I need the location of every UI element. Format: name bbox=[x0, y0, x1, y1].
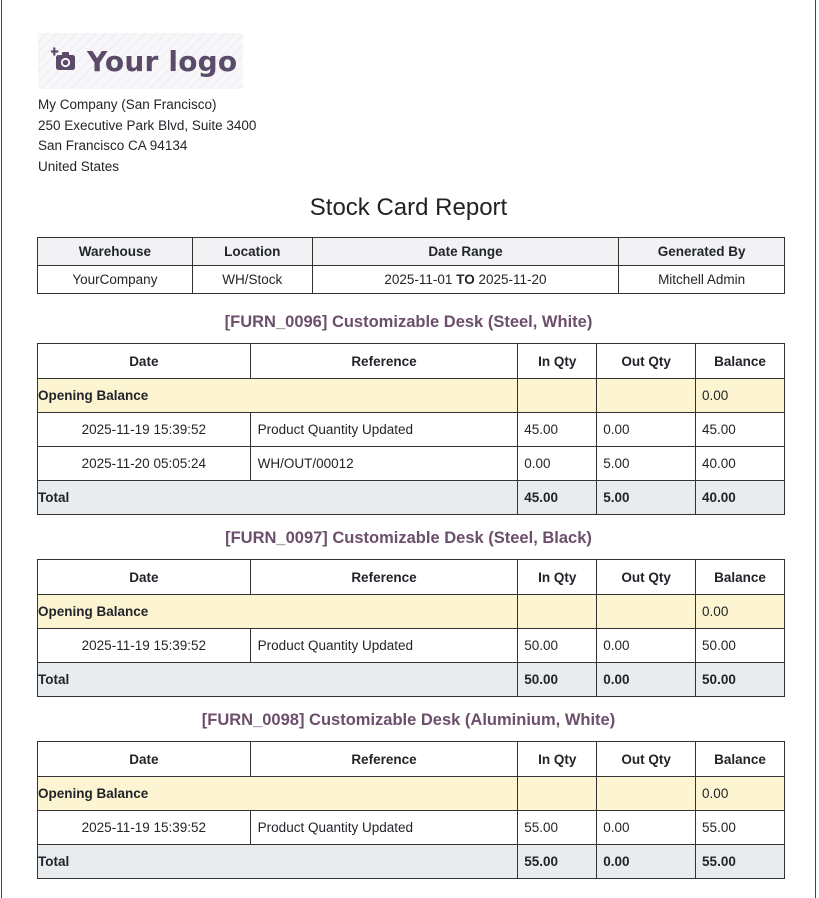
product-title: [FURN_0097] Customizable Desk (Steel, Black) bbox=[225, 529, 592, 547]
generated-by-value: Mitchell Admin bbox=[619, 266, 785, 294]
total-balance: 40.00 bbox=[696, 481, 785, 515]
total-row bbox=[38, 845, 785, 879]
move-out-qty: 0.00 bbox=[597, 811, 696, 845]
date-from: 2025-11-01 bbox=[384, 272, 453, 287]
move-out-qty: 5.00 bbox=[597, 447, 696, 481]
empty-cell bbox=[518, 777, 597, 811]
location-header: Location bbox=[192, 238, 312, 266]
out-qty-column-header: Out Qty bbox=[597, 344, 696, 379]
move-balance: 55.00 bbox=[696, 811, 785, 845]
warehouse-header: Warehouse bbox=[38, 238, 193, 266]
total-row bbox=[38, 663, 785, 697]
location-value: WH/Stock bbox=[192, 266, 312, 294]
reference-column-header: Reference bbox=[250, 344, 518, 379]
empty-cell bbox=[518, 595, 597, 629]
opening-balance-value: 0.00 bbox=[696, 595, 785, 629]
date-column-header: Date bbox=[38, 560, 251, 595]
logo-text: Your logo bbox=[87, 44, 238, 78]
total-balance: 55.00 bbox=[696, 845, 785, 879]
table-row bbox=[38, 413, 785, 447]
move-in-qty: 55.00 bbox=[518, 811, 597, 845]
empty-cell bbox=[597, 595, 696, 629]
product-title: [FURN_0098] Customizable Desk (Aluminium, White) bbox=[201, 711, 616, 729]
move-in-qty: 50.00 bbox=[518, 629, 597, 663]
move-date: 2025-11-20 05:05:24 bbox=[38, 447, 251, 481]
in-qty-column-header: In Qty bbox=[518, 742, 597, 777]
opening-balance-label: Opening Balance bbox=[38, 595, 518, 629]
table-row bbox=[38, 811, 785, 845]
opening-balance-value: 0.00 bbox=[696, 379, 785, 413]
warehouse-value: YourCompany bbox=[38, 266, 193, 294]
move-reference: Product Quantity Updated bbox=[250, 413, 518, 447]
table-header-row bbox=[38, 344, 785, 379]
move-balance: 40.00 bbox=[696, 447, 785, 481]
reference-column-header: Reference bbox=[250, 560, 518, 595]
total-out-qty: 0.00 bbox=[597, 845, 696, 879]
stock-moves-table bbox=[37, 559, 785, 697]
empty-cell bbox=[597, 777, 696, 811]
total-in-qty: 50.00 bbox=[518, 663, 597, 697]
move-in-qty: 45.00 bbox=[518, 413, 597, 447]
move-balance: 45.00 bbox=[696, 413, 785, 447]
opening-balance-row bbox=[38, 777, 785, 811]
report-title: Stock Card Report bbox=[309, 194, 508, 221]
move-reference: Product Quantity Updated bbox=[250, 811, 518, 845]
company-logo bbox=[38, 33, 243, 89]
total-in-qty: 55.00 bbox=[518, 845, 597, 879]
address-line: San Francisco CA 94134 bbox=[38, 138, 188, 154]
move-reference: Product Quantity Updated bbox=[250, 629, 518, 663]
opening-balance-value: 0.00 bbox=[696, 777, 785, 811]
move-out-qty: 0.00 bbox=[597, 629, 696, 663]
balance-column-header: Balance bbox=[696, 344, 785, 379]
move-date: 2025-11-19 15:39:52 bbox=[38, 629, 251, 663]
total-label: Total bbox=[38, 845, 518, 879]
in-qty-column-header: In Qty bbox=[518, 344, 597, 379]
date-column-header: Date bbox=[38, 742, 251, 777]
opening-balance-label: Opening Balance bbox=[38, 379, 518, 413]
move-balance: 50.00 bbox=[696, 629, 785, 663]
move-date: 2025-11-19 15:39:52 bbox=[38, 413, 251, 447]
report-info-table bbox=[37, 237, 785, 294]
stock-moves-table bbox=[37, 343, 785, 515]
opening-balance-row bbox=[38, 595, 785, 629]
reference-column-header: Reference bbox=[250, 742, 518, 777]
total-label: Total bbox=[38, 481, 518, 515]
empty-cell bbox=[518, 379, 597, 413]
in-qty-column-header: In Qty bbox=[518, 560, 597, 595]
out-qty-column-header: Out Qty bbox=[597, 742, 696, 777]
move-date: 2025-11-19 15:39:52 bbox=[38, 811, 251, 845]
total-row bbox=[38, 481, 785, 515]
address-line: 250 Executive Park Blvd, Suite 3400 bbox=[38, 117, 257, 133]
empty-cell bbox=[597, 379, 696, 413]
total-out-qty: 5.00 bbox=[597, 481, 696, 515]
company-address bbox=[38, 95, 256, 177]
total-label: Total bbox=[38, 663, 518, 697]
camera-icon bbox=[51, 47, 77, 73]
total-in-qty: 45.00 bbox=[518, 481, 597, 515]
table-header-row bbox=[38, 560, 785, 595]
move-reference: WH/OUT/00012 bbox=[250, 447, 518, 481]
opening-balance-label: Opening Balance bbox=[38, 777, 518, 811]
date-range-value bbox=[312, 266, 618, 294]
address-line: United States bbox=[38, 158, 120, 174]
balance-column-header: Balance bbox=[696, 742, 785, 777]
out-qty-column-header: Out Qty bbox=[597, 560, 696, 595]
product-title: [FURN_0096] Customizable Desk (Steel, White) bbox=[224, 313, 593, 331]
opening-balance-row bbox=[38, 379, 785, 413]
report-page bbox=[1, 0, 816, 898]
table-row bbox=[38, 447, 785, 481]
total-balance: 50.00 bbox=[696, 663, 785, 697]
balance-column-header: Balance bbox=[696, 560, 785, 595]
total-out-qty: 0.00 bbox=[597, 663, 696, 697]
move-in-qty: 0.00 bbox=[518, 447, 597, 481]
move-out-qty: 0.00 bbox=[597, 413, 696, 447]
generated-by-header: Generated By bbox=[619, 238, 785, 266]
date-range-header: Date Range bbox=[312, 238, 618, 266]
date-column-header: Date bbox=[38, 344, 251, 379]
table-header-row bbox=[38, 742, 785, 777]
address-line: My Company (San Francisco) bbox=[38, 97, 217, 112]
table-row bbox=[38, 629, 785, 663]
to-label: TO bbox=[456, 272, 475, 287]
stock-moves-table bbox=[37, 741, 785, 879]
date-to: 2025-11-20 bbox=[478, 272, 547, 287]
